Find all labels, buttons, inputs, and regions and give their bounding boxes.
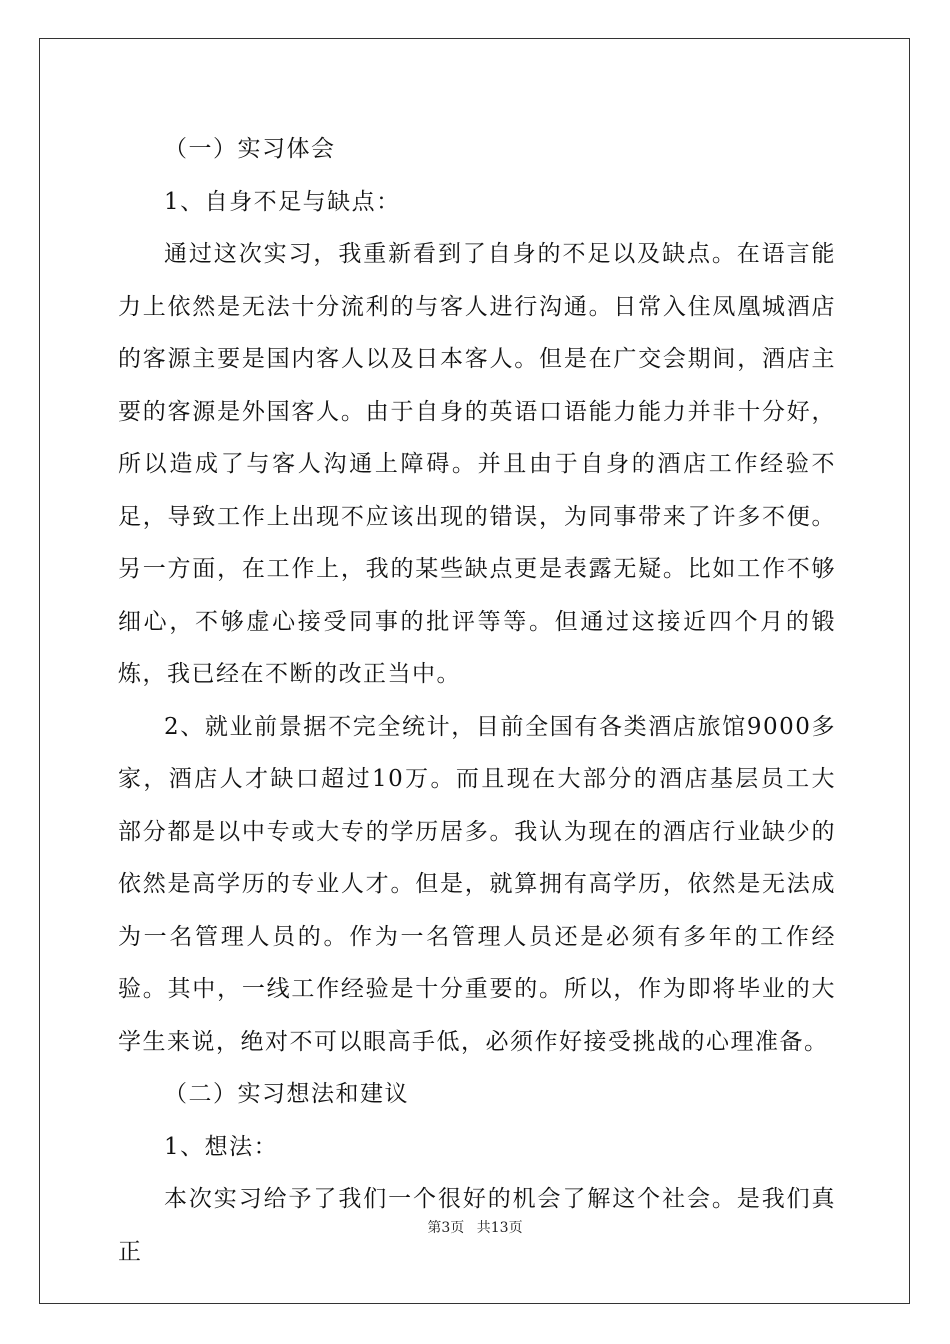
section-heading-2: （二）实习想法和建议 [164, 1081, 409, 1107]
page-footer [0, 1217, 950, 1237]
page-number: 第3页 [427, 1220, 465, 1236]
paragraph-employment-prospects: 2、就业前景据不完全统计，目前全国有各类酒店旅馆9000多家，酒店人才缺口超过10万。而且现在大部分的酒店基层员工大部分都是以中专或大专的学历居多。我认为现在的酒店行业缺少的依然是高学历的专业人才。但是，就算拥有高学历，依然是无法成为一名管理人员的。作为一名管理人员还是必须有多年的工作经验。其中，一线工作经验是十分重要的。所以，作为即将毕业的大学生来说，绝对不可以眼高手低，必须作好接受挑战的心理准备。 [118, 713, 836, 1055]
document-body [118, 123, 836, 1278]
subheading-shortcomings: 1、自身不足与缺点： [164, 188, 401, 215]
paragraph-shortcomings: 通过这次实习，我重新看到了自身的不足以及缺点。在语言能力上依然是无法十分流利的与客人进行沟通。日常入住凤凰城酒店的客源主要是国内客人以及日本客人。但是在广交会期间，酒店主要的客源是外国客人。由于自身的英语口语能力能力并非十分好，所以造成了与客人沟通上障碍。并且由于自身的酒店工作经验不足，导致工作上出现不应该出现的错误，为同事带来了许多不便。另一方面，在工作上，我的某些缺点更是表露无疑。比如工作不够细心，不够虚心接受同事的批评等等。但通过这接近四个月的锻炼，我已经在不断的改正当中。 [118, 241, 836, 687]
paragraph-thoughts: 本次实习给予了我们一个很好的机会了解这个社会。是我们真正 [118, 1186, 836, 1265]
total-pages: 共13页 [476, 1220, 523, 1236]
subheading-thoughts: 1、想法： [164, 1133, 279, 1160]
section-heading-1: （一）实习体会 [164, 136, 336, 162]
